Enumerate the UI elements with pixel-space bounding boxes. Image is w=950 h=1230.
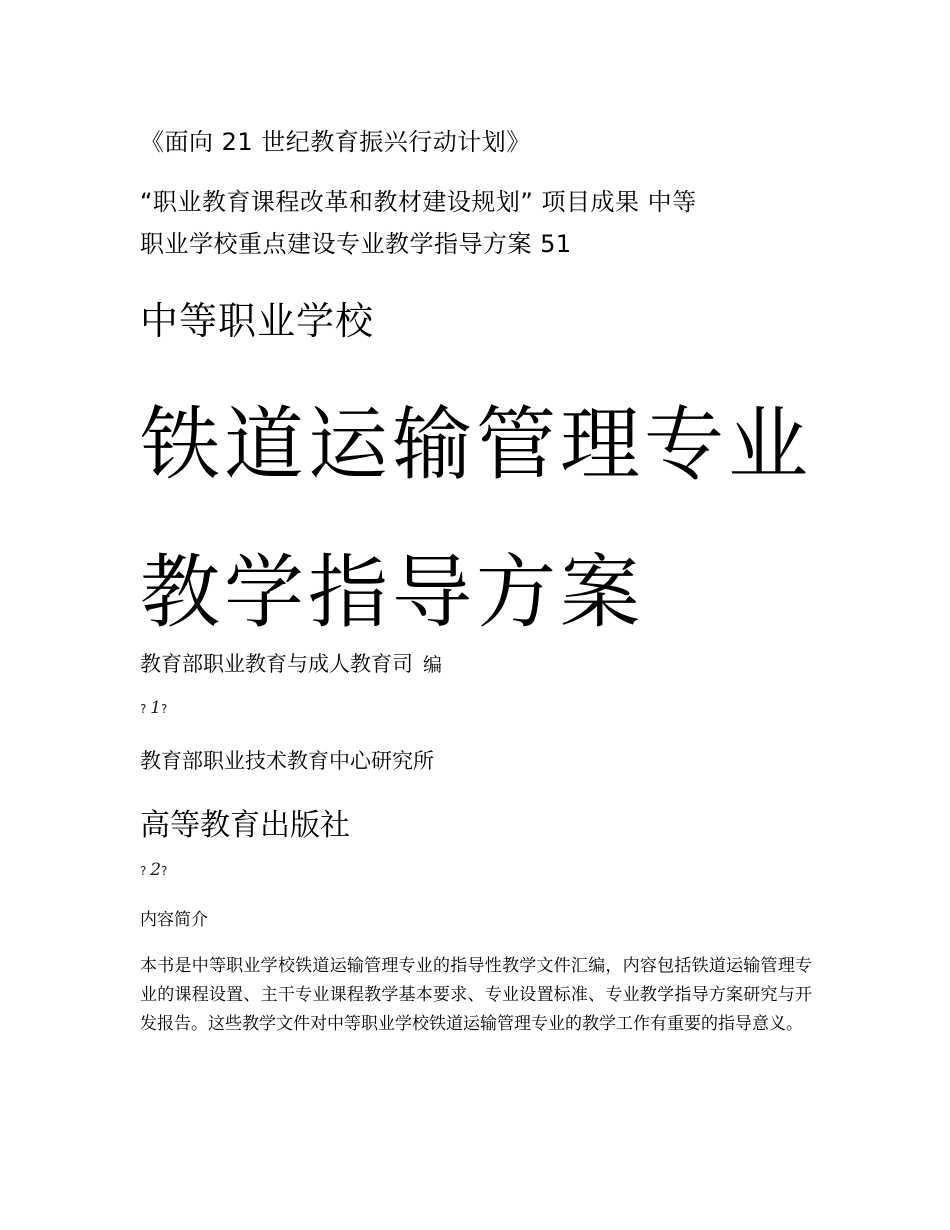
summary-heading: 内容简介 bbox=[140, 910, 208, 930]
page-marker-1-post: ? bbox=[161, 702, 168, 716]
project-line-1: “职业教育课程改革和教材建设规划” 项目成果 中等 bbox=[140, 188, 697, 216]
project-line-2: 职业学校重点建设专业教学指导方案 51 bbox=[140, 230, 572, 258]
page-marker-2-number: 2 bbox=[150, 860, 162, 880]
research-org: 教育部职业技术教育中心研究所 bbox=[140, 749, 434, 773]
page-marker-1-number: 1 bbox=[150, 698, 162, 718]
page-marker-2-post: ? bbox=[161, 864, 168, 878]
page-marker-1-pre: ? bbox=[140, 702, 147, 716]
summary-paragraph: 本书是中等职业学校铁道运输管理专业的指导性教学文件汇编，内容包括铁道运输管理专业的课程设置、主干专业课程教学基本要求、专业设置标准、专业教学指导方案研究与开发报告。这些教学文件对中等职业学校铁道运输管理专业的教学工作有重要的指导意义。 bbox=[140, 956, 812, 1034]
series-title: 《面向 21 世纪教育振兴行动计划》 bbox=[140, 128, 531, 156]
publisher: 高等教育出版社 bbox=[140, 808, 350, 843]
page-marker-2-pre: ? bbox=[140, 864, 147, 878]
page-marker-1 bbox=[140, 698, 167, 718]
main-title-line-2: 教学指导方案 bbox=[140, 546, 644, 639]
editor-org: 教育部职业教育与成人教育司 bbox=[140, 652, 413, 676]
editor-line bbox=[140, 648, 442, 678]
page-marker-2 bbox=[140, 860, 167, 880]
main-title-line-1: 铁道运输管理专业 bbox=[140, 398, 812, 491]
editor-role: 编 bbox=[423, 654, 443, 676]
school-type: 中等职业学校 bbox=[140, 299, 375, 343]
